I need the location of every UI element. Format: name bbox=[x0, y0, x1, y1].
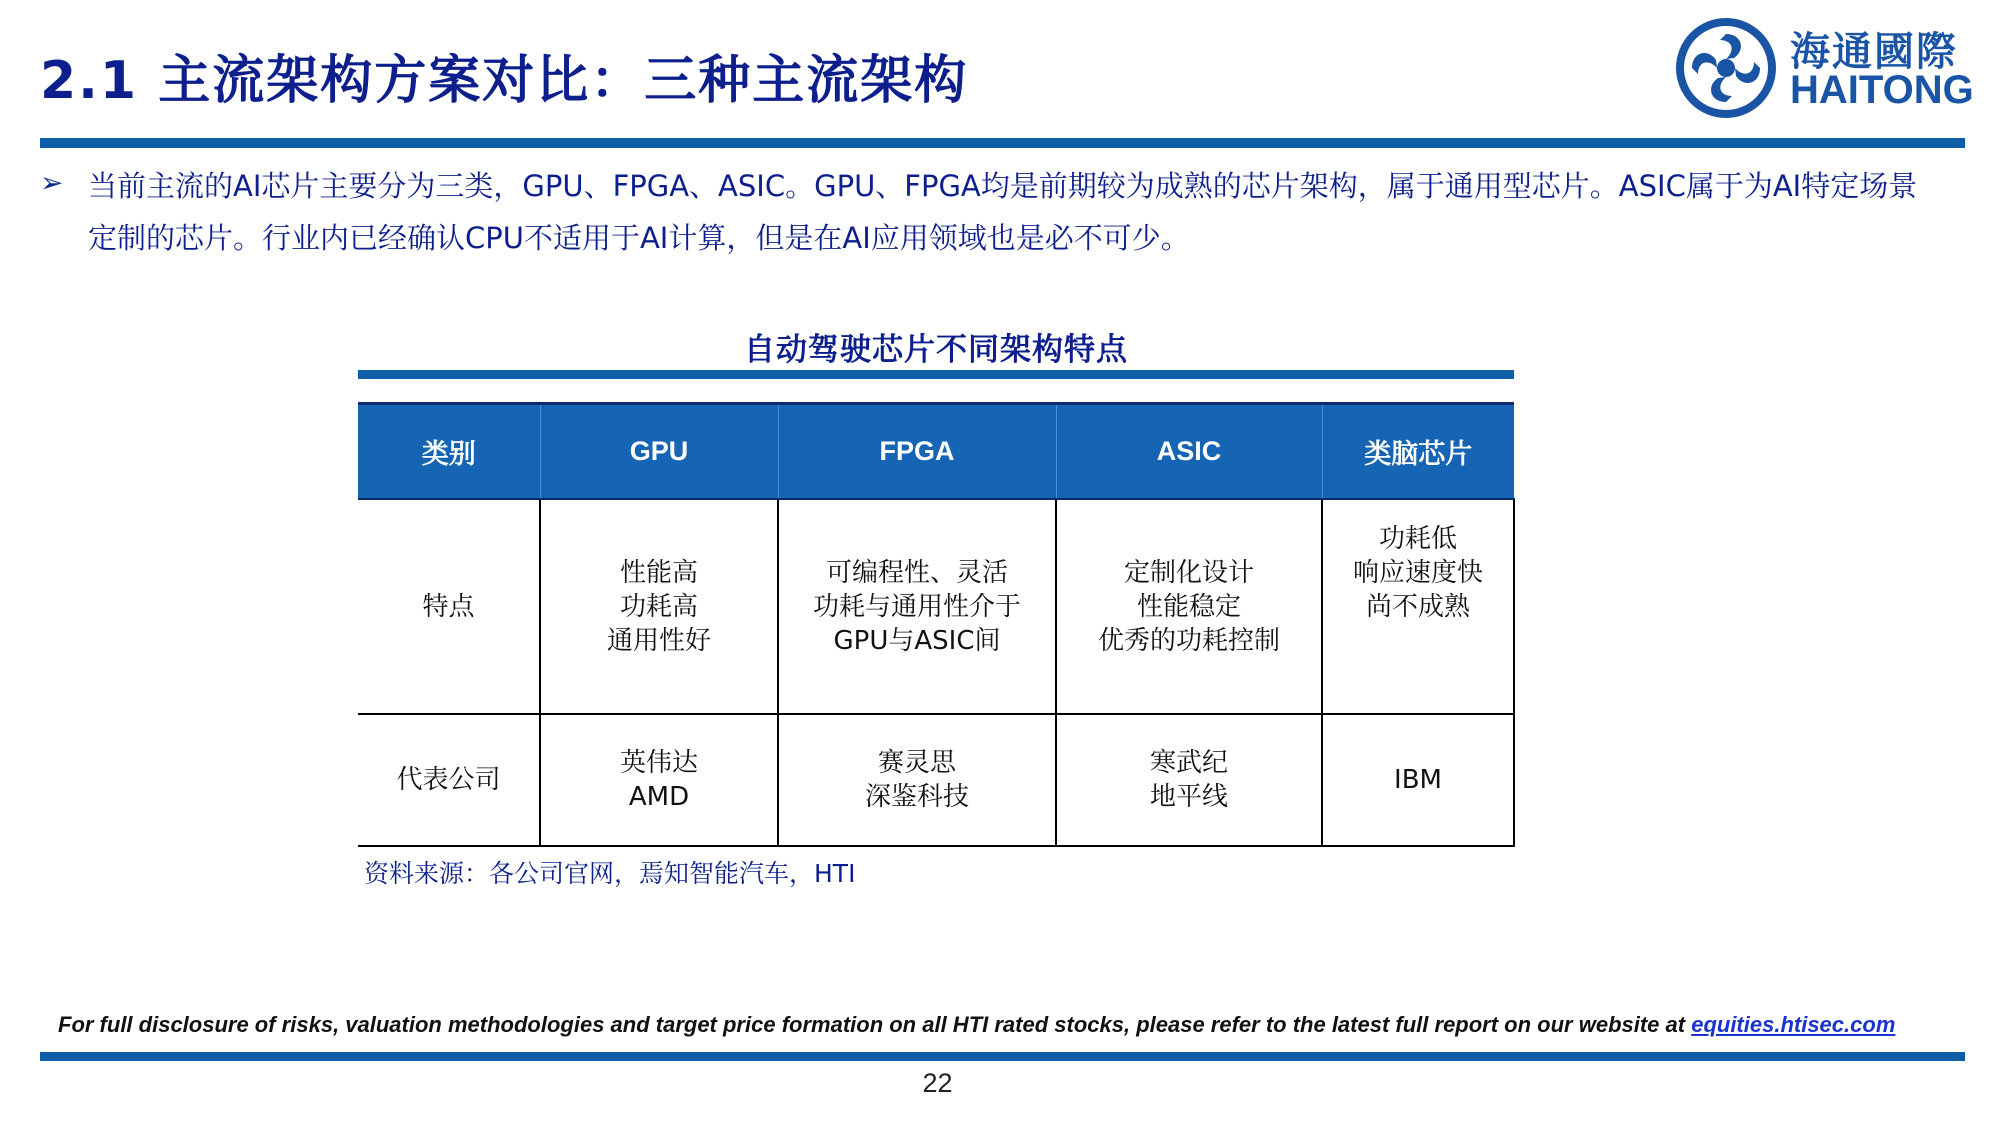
cell-line: 英伟达 bbox=[619, 748, 698, 778]
cell-line: 尚不成熟 bbox=[1365, 592, 1470, 622]
header-asic: ASIC bbox=[1056, 404, 1322, 500]
cell-line: 优秀的功耗控制 bbox=[1097, 625, 1280, 656]
footer-divider bbox=[40, 1052, 1965, 1061]
table-title-rule bbox=[358, 370, 1514, 379]
row-label-companies: 代表公司 bbox=[358, 714, 540, 846]
cell-neuromorphic-features bbox=[1322, 499, 1514, 714]
cell-line: 功耗低 bbox=[1378, 524, 1457, 554]
website-link[interactable]: equities.htisec.com bbox=[1691, 1012, 1896, 1037]
cell-fpga-companies bbox=[778, 714, 1056, 846]
comparison-table bbox=[358, 402, 1515, 847]
cell-line: 寒武纪 bbox=[1149, 748, 1228, 778]
table-row bbox=[358, 499, 1514, 714]
bullet-arrow-icon: ➢ bbox=[40, 166, 64, 199]
header-divider bbox=[40, 138, 1965, 148]
cell-neuromorphic-companies bbox=[1322, 714, 1514, 846]
cell-line: 可编程性、灵活 bbox=[825, 557, 1008, 588]
table-row bbox=[358, 714, 1514, 846]
logo-english-text: HAITONG bbox=[1790, 68, 1974, 112]
disclaimer-text: For full disclosure of risks, valuation methodologies and target price formation on all HTI rated stocks, please refer to the latest full report on our website at bbox=[58, 1012, 1692, 1037]
cell-line: 地平线 bbox=[1149, 782, 1228, 812]
table-header-row bbox=[358, 404, 1514, 500]
cell-line: 性能高 bbox=[619, 557, 698, 588]
slide-title: 2.1 主流架构方案对比：三种主流架构 bbox=[40, 51, 969, 111]
bullet-text: 当前主流的AI芯片主要分为三类，GPU、FPGA、ASIC。GPU、FPGA均是前期较为成熟的芯片架构，属于通用型芯片。ASIC属于为AI特定场景定制的芯片。行业内已经确认CPU不适用于AI计算，但是在AI应用领域也是必不可少。 bbox=[88, 169, 1918, 255]
cell-line: AMD bbox=[628, 782, 690, 812]
header-neuromorphic: 类脑芯片 bbox=[1322, 404, 1514, 500]
disclaimer bbox=[58, 1012, 1958, 1038]
header-gpu: GPU bbox=[540, 404, 778, 500]
cell-line: 定制化设计 bbox=[1123, 557, 1254, 588]
cell-line: 功耗与通用性介于 bbox=[812, 591, 1021, 622]
cell-gpu-features bbox=[540, 499, 778, 714]
cell-line: 功耗高 bbox=[619, 591, 698, 622]
row-label-features: 特点 bbox=[358, 499, 540, 714]
cell-asic-companies bbox=[1056, 714, 1322, 846]
cell-line: 深鉴科技 bbox=[864, 782, 969, 812]
cell-asic-features bbox=[1056, 499, 1322, 714]
logo-chinese-text: 海通國際 bbox=[1790, 29, 1958, 75]
header-category: 类别 bbox=[358, 404, 540, 500]
cell-line: 响应速度快 bbox=[1352, 558, 1483, 588]
cell-line: GPU与ASIC间 bbox=[833, 625, 1001, 656]
cell-gpu-companies bbox=[540, 714, 778, 846]
haitong-logo bbox=[1676, 16, 1974, 120]
cell-line: IBM bbox=[1394, 765, 1442, 795]
cell-line: 通用性好 bbox=[606, 625, 711, 656]
haitong-emblem-icon bbox=[1676, 18, 1776, 118]
header-fpga: FPGA bbox=[778, 404, 1056, 500]
source-note: 资料来源：各公司官网，焉知智能汽车，HTI bbox=[364, 859, 856, 888]
table-title: 自动驾驶芯片不同架构特点 bbox=[744, 332, 1128, 368]
cell-line: 性能稳定 bbox=[1136, 591, 1241, 622]
cell-fpga-features bbox=[778, 499, 1056, 714]
page-number: 22 bbox=[922, 1068, 953, 1098]
cell-line: 赛灵思 bbox=[877, 748, 956, 778]
